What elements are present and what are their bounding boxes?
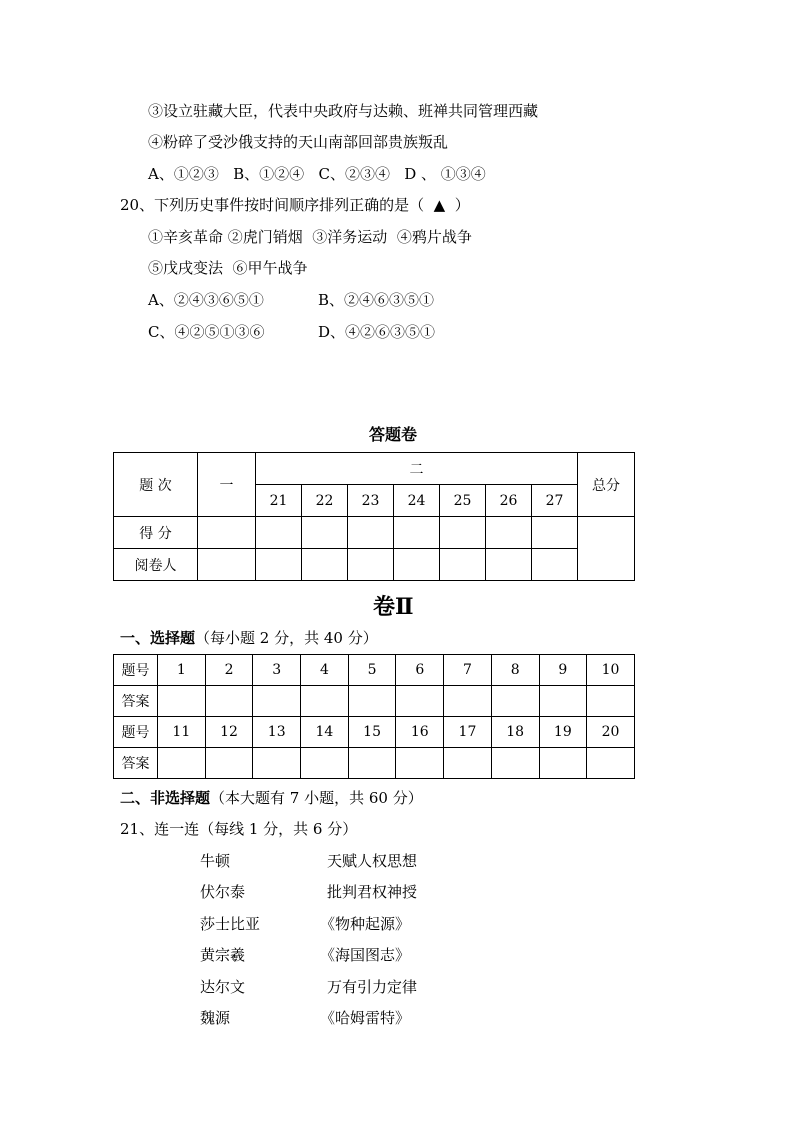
q19-option-4: ④粉碎了受沙俄支持的天山南部回部贵族叛乱 xyxy=(148,133,449,151)
score-table-part-one-header: 一 xyxy=(198,453,256,517)
question-number: 20 xyxy=(587,717,635,748)
answer-cell[interactable] xyxy=(396,748,444,779)
question-number: 16 xyxy=(396,717,444,748)
score-cell[interactable] xyxy=(394,517,440,549)
answer-cell[interactable] xyxy=(205,748,253,779)
match-left-item: 魏源 xyxy=(200,1009,231,1027)
score-cell[interactable] xyxy=(348,517,394,549)
answer-cell[interactable] xyxy=(158,748,206,779)
q20-choice-c: C、④②⑤①③⑥ xyxy=(148,323,265,341)
answer-sheet-title: 答题卷 xyxy=(369,425,418,444)
question-number-label: 题号 xyxy=(114,655,158,686)
grader-cell[interactable] xyxy=(198,549,256,581)
question-number: 5 xyxy=(348,655,396,686)
match-left-item: 黄宗羲 xyxy=(200,946,246,964)
paper-two-title: 卷Ⅱ xyxy=(373,594,414,620)
choice-answer-table xyxy=(113,654,635,779)
question-number: 14 xyxy=(301,717,349,748)
question-number: 18 xyxy=(491,717,539,748)
score-cell[interactable] xyxy=(486,517,532,549)
q19-option-3: ③设立驻藏大臣，代表中央政府与达赖、班禅共同管理西藏 xyxy=(148,102,539,120)
answer-cell[interactable] xyxy=(491,748,539,779)
score-cell[interactable] xyxy=(302,517,348,549)
answer-cell[interactable] xyxy=(253,748,301,779)
score-cell[interactable] xyxy=(532,517,578,549)
question-number: 6 xyxy=(396,655,444,686)
question-number-label: 题号 xyxy=(114,717,158,748)
answer-label: 答案 xyxy=(114,748,158,779)
grader-cell[interactable] xyxy=(394,549,440,581)
score-table-sub-col: 27 xyxy=(532,485,578,517)
answer-cell[interactable] xyxy=(587,748,635,779)
q20-items-line-1: ①辛亥革命 ②虎门销烟 ③洋务运动 ④鸦片战争 xyxy=(148,228,472,246)
question-number: 9 xyxy=(539,655,587,686)
score-table xyxy=(113,452,635,581)
q19-choices: A、①②③ B、①②④ C、②③④ D 、 ①③④ xyxy=(148,165,486,183)
match-right-item: 《哈姆雷特》 xyxy=(320,1009,411,1027)
question-number: 8 xyxy=(491,655,539,686)
q20-items-line-2: ⑤戊戌变法 ⑥甲午战争 xyxy=(148,259,308,277)
section-two-title: 二、非选择题 xyxy=(120,789,211,807)
grader-cell[interactable] xyxy=(532,549,578,581)
answer-cell[interactable] xyxy=(491,686,539,717)
answer-cell[interactable] xyxy=(205,686,253,717)
match-right-item: 批判君权神授 xyxy=(327,883,418,901)
question-number: 19 xyxy=(539,717,587,748)
question-number: 12 xyxy=(205,717,253,748)
question-number: 2 xyxy=(205,655,253,686)
answer-cell[interactable] xyxy=(348,686,396,717)
question-number: 7 xyxy=(444,655,492,686)
score-table-total-header: 总分 xyxy=(578,453,635,517)
section-one-title: 一、选择题 xyxy=(120,629,196,647)
match-left-item: 达尔文 xyxy=(200,978,246,996)
total-score-cell[interactable] xyxy=(578,517,635,581)
answer-cell[interactable] xyxy=(539,748,587,779)
answer-cell[interactable] xyxy=(539,686,587,717)
grader-row-label: 阅卷人 xyxy=(114,549,198,581)
answer-cell[interactable] xyxy=(396,686,444,717)
answer-cell[interactable] xyxy=(301,686,349,717)
answer-cell[interactable] xyxy=(444,748,492,779)
answer-cell[interactable] xyxy=(301,748,349,779)
answer-cell[interactable] xyxy=(348,748,396,779)
score-row-label: 得 分 xyxy=(114,517,198,549)
score-table-sub-col: 21 xyxy=(256,485,302,517)
answer-cell[interactable] xyxy=(444,686,492,717)
q20-choice-a: A、②④③⑥⑤① xyxy=(148,291,264,309)
match-right-item: 天赋人权思想 xyxy=(327,852,418,870)
match-right-item: 《物种起源》 xyxy=(320,915,411,933)
grader-cell[interactable] xyxy=(302,549,348,581)
q20-choice-b: B、②④⑥③⑤① xyxy=(318,291,435,309)
question-number: 13 xyxy=(253,717,301,748)
question-number: 10 xyxy=(587,655,635,686)
score-table-sub-col: 25 xyxy=(440,485,486,517)
grader-cell[interactable] xyxy=(348,549,394,581)
score-table-part-two-header: 二 xyxy=(256,453,578,485)
answer-label: 答案 xyxy=(114,686,158,717)
score-table-sub-col: 22 xyxy=(302,485,348,517)
question-number: 1 xyxy=(158,655,206,686)
grader-cell[interactable] xyxy=(256,549,302,581)
q21-stem: 21、连一连（每线 1 分，共 6 分） xyxy=(120,820,358,838)
match-left-item: 莎士比亚 xyxy=(200,915,261,933)
score-table-sub-col: 23 xyxy=(348,485,394,517)
answer-cell[interactable] xyxy=(587,686,635,717)
answer-cell[interactable] xyxy=(158,686,206,717)
section-two-heading xyxy=(120,788,423,808)
question-number: 4 xyxy=(301,655,349,686)
question-number: 15 xyxy=(348,717,396,748)
section-one-note: （每小题 2 分，共 40 分） xyxy=(195,629,378,647)
section-two-note: （本大题有 7 小题，共 60 分） xyxy=(210,789,423,807)
match-left-item: 伏尔泰 xyxy=(200,883,246,901)
q20-choice-d: D、④②⑥③⑤① xyxy=(318,323,436,341)
score-cell[interactable] xyxy=(440,517,486,549)
question-number: 11 xyxy=(158,717,206,748)
grader-cell[interactable] xyxy=(440,549,486,581)
q20-stem: 20、下列历史事件按时间顺序排列正确的是（ ▲ ） xyxy=(120,196,470,214)
score-cell[interactable] xyxy=(198,517,256,549)
section-one-heading xyxy=(120,628,378,648)
score-table-item-header: 题 次 xyxy=(114,453,198,517)
answer-cell[interactable] xyxy=(253,686,301,717)
grader-cell[interactable] xyxy=(486,549,532,581)
match-right-item: 万有引力定律 xyxy=(327,978,418,996)
match-left-item: 牛顿 xyxy=(200,852,231,870)
match-right-item: 《海国图志》 xyxy=(320,946,411,964)
question-number: 3 xyxy=(253,655,301,686)
score-table-sub-col: 26 xyxy=(486,485,532,517)
score-cell[interactable] xyxy=(256,517,302,549)
question-number: 17 xyxy=(444,717,492,748)
score-table-sub-col: 24 xyxy=(394,485,440,517)
